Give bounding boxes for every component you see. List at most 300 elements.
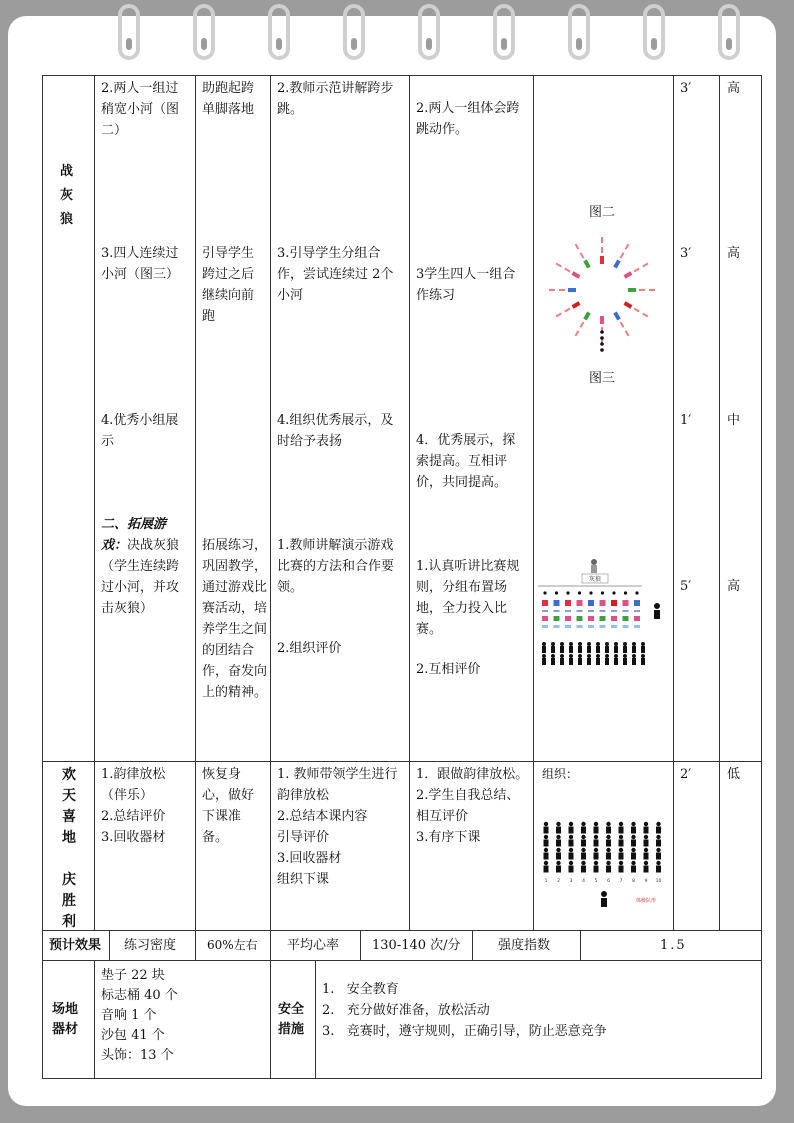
label-char: 战 — [60, 164, 74, 179]
row4-teacher-1: 1.教师讲解演示游戏比赛的方法和合作要领。 — [277, 538, 395, 595]
student-icon — [632, 654, 636, 658]
student-icon — [656, 861, 660, 865]
relax-purpose: 恢复身心，做好下课准备。 — [202, 767, 255, 845]
obstacle-mark — [623, 600, 629, 606]
river-mark — [577, 625, 583, 628]
river-mark — [642, 313, 648, 318]
student-icon — [569, 848, 573, 852]
fig3-caption: 图三 — [589, 371, 616, 386]
student-icon-body — [569, 827, 574, 834]
student-icon-body — [619, 840, 624, 847]
row2-student: 3学生四人一组合作练习 — [416, 267, 516, 303]
student-icon — [581, 848, 585, 852]
student-icon — [631, 822, 635, 826]
safety-label: 安全措施 — [278, 1002, 305, 1037]
student-icon-body — [581, 827, 586, 834]
label-char: 胜 — [62, 893, 76, 909]
obstacle-mark — [542, 616, 548, 621]
student-icon-body — [641, 658, 645, 665]
student-icon-body — [581, 840, 586, 847]
column-number: 8 — [632, 879, 635, 884]
river-mark — [600, 610, 606, 612]
student-icon-body — [631, 827, 636, 834]
student-icon-body — [551, 646, 555, 653]
student-icon-body — [569, 853, 574, 860]
student-icon-body — [606, 827, 611, 834]
marker-dot — [566, 591, 569, 594]
column-number: 3 — [569, 879, 573, 884]
obstacle-mark — [577, 600, 583, 606]
row2-intensity: 高 — [727, 246, 741, 261]
student-dot — [600, 336, 604, 340]
student-icon — [631, 861, 635, 865]
river-mark — [556, 263, 562, 268]
river-mark — [542, 625, 548, 628]
student-icon — [606, 848, 610, 852]
student-icon — [641, 654, 645, 658]
relax-content — [101, 764, 193, 848]
student-icon-body — [544, 840, 549, 847]
river-mark — [549, 289, 555, 291]
student-icon-body — [556, 840, 561, 847]
label-char: 欢 — [62, 767, 76, 783]
student-icon-body — [644, 853, 649, 860]
river-mark — [613, 260, 620, 269]
student-icon-body — [594, 853, 599, 860]
river-mark — [580, 252, 585, 258]
game-field-diagram — [536, 556, 670, 676]
obstacle-mark — [565, 616, 571, 621]
student-icon-body — [623, 658, 627, 665]
relax-teacher-line: 1. 教师带领学生进行韵律放松 — [277, 767, 398, 803]
obstacle-mark — [623, 616, 629, 621]
student-icon — [556, 822, 560, 826]
student-icon-body — [656, 827, 661, 834]
column-number: 10 — [655, 879, 662, 884]
student-icon — [596, 642, 600, 646]
label-char: 灰 — [60, 188, 74, 203]
binder-ring-icon — [118, 4, 140, 60]
river-mark — [559, 289, 565, 291]
student-icon — [544, 848, 548, 852]
equipment-item: 音响 1 个 — [101, 1008, 157, 1023]
river-mark — [556, 313, 562, 318]
equipment-item: 标志桶 40 个 — [101, 988, 178, 1003]
obstacle-mark — [600, 600, 606, 606]
river-mark — [554, 625, 560, 628]
row2-time: 3′ — [680, 246, 692, 261]
density-value: 60%左右 — [207, 938, 258, 952]
safety-item: 1. 安全教育 — [322, 982, 399, 997]
column-number: 5 — [594, 879, 598, 884]
intensity-index-value: 1.5 — [660, 938, 687, 953]
label-char: 天 — [62, 788, 76, 804]
student-icon-body — [569, 646, 573, 653]
student-icon — [644, 861, 648, 865]
student-icon-body — [644, 866, 649, 873]
student-icon — [594, 848, 598, 852]
formation-label: 体操队形 — [636, 898, 657, 904]
student-icon-body — [560, 646, 564, 653]
obstacle-mark — [577, 616, 583, 621]
student-icon — [556, 835, 560, 839]
student-icon — [614, 654, 618, 658]
wolf-label: 灰狼 — [588, 576, 602, 583]
river-mark — [624, 301, 633, 308]
student-icon-body — [632, 646, 636, 653]
row2-purpose: 引导学生跨过之后继续向前跑 — [202, 246, 255, 324]
row2-teacher: 3.引导学生分组合作，尝试连续过 2个小河 — [277, 246, 394, 303]
river-mark — [575, 330, 580, 336]
safety-item: 3. 竞赛时，遵守规则，正确引导，防止恶意竞争 — [322, 1024, 607, 1039]
section-label-zhanhuilang — [60, 160, 78, 232]
student-icon-body — [587, 658, 591, 665]
student-icon — [556, 848, 560, 852]
label-char: 地 — [62, 830, 76, 846]
relax-content-line: 1.韵律放松 — [101, 767, 166, 782]
student-icon-body — [587, 646, 591, 653]
river-mark — [575, 244, 580, 250]
row3-content: 4.优秀小组展示 — [101, 413, 179, 449]
student-icon — [644, 835, 648, 839]
river-mark — [583, 260, 590, 269]
river-mark — [564, 268, 570, 273]
label-char: 狼 — [60, 212, 74, 227]
safety-item: 2. 充分做好准备，放松活动 — [322, 1003, 490, 1018]
river-mark — [601, 237, 603, 243]
obstacle-mark — [554, 616, 560, 621]
heart-rate-label: 平均心率 — [287, 938, 340, 953]
row4-intensity: 高 — [727, 579, 741, 594]
row4-student-1: 1.认真听讲比赛规则，分组布置场地，全力投入比赛。 — [416, 559, 520, 637]
student-icon-body — [596, 658, 600, 665]
forecast-label: 预计效果 — [49, 938, 102, 953]
student-icon — [544, 861, 548, 865]
student-icon-body — [596, 646, 600, 653]
relax-teacher-line: 3.回收器材 — [277, 851, 342, 866]
river-mark — [580, 322, 585, 328]
row4-student-2: 2.互相评价 — [416, 662, 481, 677]
river-mark — [565, 610, 571, 612]
river-mark — [623, 610, 629, 612]
row3-time: 1′ — [680, 413, 692, 428]
student-icon — [569, 654, 573, 658]
student-icon-body — [656, 853, 661, 860]
river-mark — [572, 271, 581, 278]
student-icon-body — [569, 866, 574, 873]
student-icon — [619, 861, 623, 865]
student-icon — [594, 822, 598, 826]
equipment-label: 场地器材 — [52, 1002, 79, 1037]
student-icon-body — [656, 840, 661, 847]
student-icon-body — [542, 646, 546, 653]
student-icon — [569, 822, 573, 826]
student-icon — [631, 835, 635, 839]
row1-teacher: 2.教师示范讲解跨步跳。 — [277, 81, 394, 117]
student-icon-body — [641, 646, 645, 653]
binder-ring-icon — [193, 4, 215, 60]
student-icon-body — [619, 827, 624, 834]
row4-purpose: 拓展练习，巩固教学，通过游戏比赛活动，培养学生之间的团结合作，奋发向上的精神。 — [202, 538, 268, 700]
marker-dot — [601, 591, 604, 594]
row1-content: 2.两人一组过稍宽小河（图二） — [101, 81, 180, 138]
student-icon-body — [556, 827, 561, 834]
student-icon-body — [556, 853, 561, 860]
student-icon-body — [619, 853, 624, 860]
safety-list — [322, 979, 752, 1042]
row1-intensity: 高 — [727, 81, 741, 96]
row1-student: 2.两人一组体会跨跳动作。 — [416, 101, 520, 137]
obstacle-mark — [565, 600, 571, 606]
student-icon-body — [594, 840, 599, 847]
student-icon — [606, 861, 610, 865]
student-icon — [556, 861, 560, 865]
student-icon — [623, 642, 627, 646]
column-number: 1 — [544, 879, 548, 884]
river-mark — [634, 610, 640, 612]
river-mark — [642, 263, 648, 268]
student-icon-body — [594, 866, 599, 873]
binder-ring-icon — [568, 4, 590, 60]
marker-dot — [624, 591, 627, 594]
obstacle-mark — [588, 600, 594, 606]
river-mark — [601, 247, 603, 253]
river-mark — [568, 288, 576, 292]
student-icon-body — [569, 658, 573, 665]
student-icon — [605, 654, 609, 658]
river-mark — [634, 625, 640, 628]
student-icon — [560, 654, 564, 658]
student-icon — [619, 848, 623, 852]
student-icon — [560, 642, 564, 646]
student-icon — [544, 835, 548, 839]
row1-time: 3′ — [680, 81, 692, 96]
student-icon-body — [544, 853, 549, 860]
column-number: 9 — [644, 879, 648, 884]
student-icon — [578, 642, 582, 646]
student-icon-body — [605, 658, 609, 665]
obstacle-mark — [554, 600, 560, 606]
student-icon-body — [619, 866, 624, 873]
student-icon — [656, 848, 660, 852]
equipment-list — [101, 966, 266, 1066]
student-icon — [596, 654, 600, 658]
river-mark — [649, 289, 655, 291]
student-icon — [581, 861, 585, 865]
obstacle-mark — [611, 616, 617, 621]
gymnastics-formation-diagram — [538, 818, 672, 910]
marker-dot — [555, 591, 558, 594]
student-icon-body — [544, 866, 549, 873]
relax-student-line: 2.学生自我总结、相互评价 — [416, 788, 520, 824]
river-mark — [625, 244, 630, 250]
marker-dot — [612, 591, 615, 594]
student-icon-body — [644, 840, 649, 847]
student-icon-body — [632, 658, 636, 665]
river-mark — [554, 610, 560, 612]
student-icon — [594, 861, 598, 865]
row4-teacher-2: 2.组织评价 — [277, 641, 342, 656]
river-mark — [625, 330, 630, 336]
equipment-item: 沙包 41 个 — [101, 1028, 165, 1043]
student-icon-body — [606, 840, 611, 847]
obstacle-mark — [600, 616, 606, 621]
wolf-icon — [591, 559, 597, 573]
river-mark — [572, 301, 581, 308]
river-mark — [565, 625, 571, 628]
river-mark — [634, 308, 640, 313]
river-mark — [624, 271, 633, 278]
student-icon — [614, 642, 618, 646]
marker-dot — [543, 591, 546, 594]
binder-ring-icon — [643, 4, 665, 60]
relax-teacher-line: 组织下课 — [277, 872, 330, 887]
obstacle-mark — [634, 600, 640, 606]
river-mark — [623, 625, 629, 628]
row2-content: 3.四人连续过小河（图三） — [101, 246, 180, 282]
game-description: 决战灰狼（学生连续跨过小河，并攻击灰狼） — [101, 538, 180, 616]
student-icon-body — [551, 658, 555, 665]
student-icon — [623, 654, 627, 658]
binder-ring-icon — [343, 4, 365, 60]
river-mark — [600, 625, 606, 628]
student-icon — [632, 642, 636, 646]
obstacle-mark — [611, 600, 617, 606]
heart-rate-value: 130-140 次/分 — [372, 938, 461, 953]
density-label: 练习密度 — [124, 938, 177, 953]
student-dot — [600, 342, 604, 346]
column-number: 4 — [582, 879, 585, 884]
label-char: 利 — [62, 914, 76, 930]
student-icon — [605, 642, 609, 646]
student-icon — [594, 835, 598, 839]
student-icon — [581, 822, 585, 826]
student-icon-body — [656, 866, 661, 873]
student-icon-body — [631, 840, 636, 847]
river-mark — [620, 322, 625, 328]
student-icon-body — [544, 827, 549, 834]
row4-content — [101, 514, 191, 619]
student-icon — [644, 822, 648, 826]
obstacle-mark — [588, 616, 594, 621]
row3-intensity: 中 — [727, 413, 741, 428]
equipment-item: 垫子 22 块 — [101, 968, 165, 983]
student-icon — [644, 848, 648, 852]
relax-student-line: 1．跟做韵律放松。 — [416, 767, 529, 782]
label-char: 庆 — [62, 872, 76, 888]
student-icon — [542, 654, 546, 658]
relax-intensity: 低 — [727, 767, 741, 782]
student-icon-body — [631, 866, 636, 873]
student-icon-body — [560, 658, 564, 665]
obstacle-mark — [634, 616, 640, 621]
student-icon — [551, 642, 555, 646]
student-icon-body — [606, 853, 611, 860]
student-icon-body — [581, 866, 586, 873]
student-icon-body — [614, 646, 618, 653]
student-icon — [656, 822, 660, 826]
river-mark — [600, 316, 604, 324]
section-label-huantianxidi — [62, 765, 80, 933]
student-icon — [606, 835, 610, 839]
river-mark — [620, 252, 625, 258]
student-icon-body — [542, 658, 546, 665]
student-dot — [600, 348, 604, 352]
student-icon-body — [581, 853, 586, 860]
relax-org-label: 组织： — [542, 767, 579, 781]
river-mark — [577, 610, 583, 612]
student-icon — [551, 654, 555, 658]
label-char: 喜 — [62, 809, 76, 825]
river-mark — [611, 625, 617, 628]
student-icon — [631, 848, 635, 852]
intensity-index-label: 强度指数 — [498, 938, 551, 953]
river-mark — [542, 610, 548, 612]
student-icon — [641, 642, 645, 646]
relax-teacher-line: 2.总结本课内容 — [277, 809, 368, 824]
obstacle-mark — [542, 600, 548, 606]
river-mark — [613, 312, 620, 321]
relax-content-line: 2.总结评价 — [101, 809, 166, 824]
river-mark — [583, 312, 590, 321]
binder-ring-icon — [718, 4, 740, 60]
relax-teacher — [277, 764, 407, 890]
river-mark — [634, 268, 640, 273]
marker-dot — [635, 591, 638, 594]
student-icon — [578, 654, 582, 658]
relax-teacher-line: 引导评价 — [277, 830, 330, 845]
student-icon — [619, 835, 623, 839]
fig2-caption: 图二 — [589, 205, 616, 220]
student-icon — [581, 835, 585, 839]
student-dot — [600, 330, 604, 334]
teacher-icon — [601, 891, 607, 907]
river-mark — [588, 610, 594, 612]
river-mark — [611, 610, 617, 612]
student-icon — [544, 822, 548, 826]
student-icon — [569, 861, 573, 865]
river-mark — [564, 308, 570, 313]
student-icon-body — [594, 827, 599, 834]
student-icon-body — [644, 827, 649, 834]
relax-content-line: （伴乐） — [101, 788, 154, 803]
river-mark — [600, 256, 604, 264]
binder-ring-icon — [268, 4, 290, 60]
student-icon — [606, 822, 610, 826]
river-mark — [639, 289, 645, 291]
row3-student: 4．优秀展示，探索提高。互相评价，共同提高。 — [416, 433, 516, 490]
relax-student — [416, 764, 530, 848]
row1-purpose: 助跑起跨单脚落地 — [202, 81, 255, 117]
row4-time: 5′ — [680, 579, 692, 594]
river-mark — [588, 625, 594, 628]
student-icon — [619, 822, 623, 826]
student-icon-body — [578, 646, 582, 653]
student-icon-body — [614, 658, 618, 665]
relax-time: 2′ — [680, 767, 692, 782]
student-icon — [656, 835, 660, 839]
relax-content-line: 3.回收器材 — [101, 830, 166, 845]
column-number: 7 — [619, 879, 623, 884]
row3-teacher: 4.组织优秀展示，及时给予表扬 — [277, 413, 394, 449]
marker-dot — [589, 591, 592, 594]
radial-formation-diagram — [536, 224, 668, 358]
teacher-icon — [654, 603, 660, 619]
student-icon — [542, 642, 546, 646]
river-mark — [628, 288, 636, 292]
column-number: 6 — [607, 879, 610, 884]
marker-dot — [578, 591, 581, 594]
